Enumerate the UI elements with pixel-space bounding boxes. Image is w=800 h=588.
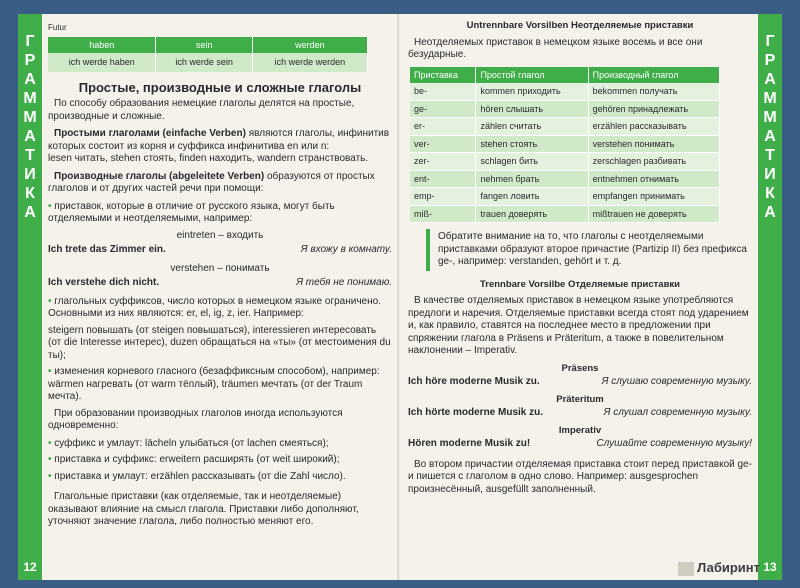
paragraph: При образовании производных глаголов иногда используются одновременно: bbox=[48, 407, 343, 431]
example-row bbox=[408, 438, 752, 451]
conj-cell: ich werde werden bbox=[252, 53, 367, 72]
tense-label: Imperativ bbox=[558, 424, 602, 436]
table-cell: ver- bbox=[410, 135, 476, 153]
table-cell: bekommen получать bbox=[588, 83, 719, 100]
example-line: lesen читать, stehen стоять, finden находить, wandern странствовать. bbox=[48, 153, 369, 164]
paragraph: По способу образования немецкие глаголы делятся на простые, производные и сложные. bbox=[48, 98, 355, 122]
paragraph: В качестве отделяемых приставок в немецком языке употребляются предлоги и наречия. Отделяемые приставки всегда стоят под ударением и, как правило, ставятся на последнее место в предложении при спряжении глагола в Präsens и Präteritum, а также в повелительном наклонении – Imperativ. bbox=[408, 295, 749, 356]
prefix-header: Простой глагол bbox=[476, 67, 588, 84]
example-row bbox=[408, 407, 752, 420]
right-page bbox=[400, 14, 782, 580]
paragraph: Простыми глаголами (einfache Verben) являются глаголы, инфинитив которых состоит из корня и суффикса инфинитива en или n: lesen читать, stehen стоять, finden находить, wandern странствовать. bbox=[48, 128, 390, 164]
table-row bbox=[410, 188, 720, 206]
example-de: Ich hörte moderne Musik zu. bbox=[408, 407, 544, 418]
bullet-item: • изменения корневого гласного (безаффиксным способом), например: wärmen нагревать (от warm тёплый), träumen мечтать (от der Traum мечта). bbox=[48, 366, 392, 404]
left-page bbox=[18, 14, 400, 580]
prefix-header: Производный глагол bbox=[588, 67, 719, 84]
table-cell: ge- bbox=[410, 100, 476, 118]
example-row bbox=[48, 277, 392, 290]
table-cell: be- bbox=[410, 83, 476, 100]
example-de: Ich verstehe dich nicht. bbox=[48, 277, 160, 288]
paragraph: Производные глаголы (abgeleitete Verben) образуются от простых глаголов и от других частей речи при помощи: bbox=[48, 170, 375, 194]
table-cell: fangen ловить bbox=[476, 188, 588, 206]
side-letter: А bbox=[764, 71, 776, 88]
prefix-header: Приставка bbox=[410, 67, 476, 84]
table-row bbox=[410, 100, 720, 118]
side-letter: М bbox=[763, 109, 777, 126]
table-row bbox=[410, 118, 720, 136]
example-ru: Я вхожу в комнату. bbox=[300, 244, 392, 255]
right-side-strip bbox=[758, 14, 782, 580]
conj-header: werden bbox=[252, 37, 367, 54]
page-number-left: 12 bbox=[23, 560, 37, 574]
example-row bbox=[408, 376, 752, 389]
bullet-item: • приставок, которые в отличие от русского языка, могут быть отделяемыми и неотделяемыми, например: bbox=[48, 201, 392, 226]
side-letter: Т bbox=[25, 147, 35, 164]
table-cell: ent- bbox=[410, 170, 476, 188]
table-cell: er- bbox=[410, 118, 476, 136]
tense-label: Präsens bbox=[561, 362, 599, 374]
example-ru: Я слушаю современную музыку. bbox=[601, 376, 752, 387]
left-side-title bbox=[18, 32, 42, 222]
paragraph: Во втором причастии отделяемая приставка стоит перед приставкой ge- и пишется с глаголом в одно слово. Например: ausgesprochen произнесённый, ausgefüllt заполненный. bbox=[408, 458, 752, 495]
conj-cell: ich werde haben bbox=[48, 53, 156, 72]
table-cell: zählen считать bbox=[476, 118, 588, 136]
table-cell: zerschlagen разбивать bbox=[588, 153, 719, 171]
example-ru: Слушайте современную музыку! bbox=[596, 438, 752, 449]
conj-header: haben bbox=[48, 37, 156, 54]
table-cell: entnehmen отнимать bbox=[588, 170, 719, 188]
paragraph: Неотделяемых приставок в немецком языке восемь и все они безударные. bbox=[408, 36, 703, 60]
side-letter: М bbox=[763, 90, 777, 107]
side-letter: А bbox=[764, 128, 776, 145]
left-side-strip bbox=[18, 14, 42, 580]
example-row bbox=[48, 244, 392, 257]
table-row bbox=[410, 135, 720, 153]
side-letter: Т bbox=[765, 147, 775, 164]
table-cell: hören слышать bbox=[476, 100, 588, 118]
side-letter: А bbox=[24, 71, 36, 88]
side-letter: А bbox=[764, 204, 776, 221]
right-side-title bbox=[758, 32, 782, 222]
example-de: Hören moderne Musik zu! bbox=[408, 438, 531, 449]
subsection-title: Trennbare Vorsilbe Отделяемые приставки bbox=[479, 278, 681, 290]
tense-label: Präteritum bbox=[556, 393, 604, 405]
prefix-table bbox=[410, 67, 720, 224]
example-de: Ich höre moderne Musik zu. bbox=[408, 376, 540, 387]
table-cell: trauen доверять bbox=[476, 205, 588, 223]
table-cell: kommen приходить bbox=[476, 83, 588, 100]
page-number-right: 13 bbox=[763, 560, 777, 574]
table-cell: zer- bbox=[410, 153, 476, 171]
section-title: Простые, производные и сложные глаголы bbox=[78, 79, 362, 95]
bullet-item: • глагольных суффиксов, число которых в немецком языке ограничено. Основными из них являются: er, el, ig, z, ier. Например: bbox=[48, 296, 392, 321]
example-center: verstehen – понимать bbox=[170, 262, 270, 274]
example-ru: Я слушал современную музыку. bbox=[603, 407, 752, 418]
logo-icon bbox=[678, 562, 694, 576]
table-cell: gehören принадлежать bbox=[588, 100, 719, 118]
futur-table bbox=[48, 37, 368, 72]
conj-cell: ich werde sein bbox=[156, 53, 252, 72]
note-box: Обратите внимание на то, что глаголы с неотделяемыми приставками образуют второе причастие (Partizip II) без префикса ge-, например: verstanden, gehört и т. д. bbox=[426, 229, 752, 271]
bullet-example: steigern повышать (от steigen повышаться), interessieren интересовать (от die Interesse интерес), duzen обращаться на «ты» (от местоимения du ты); bbox=[48, 324, 391, 361]
side-letter: К bbox=[765, 185, 775, 202]
futur-label: Futur bbox=[48, 23, 67, 32]
example-center: eintreten – входить bbox=[176, 229, 264, 241]
table-cell: erzählen рассказывать bbox=[588, 118, 719, 136]
table-cell: stehen стоять bbox=[476, 135, 588, 153]
paragraph: Глагольные приставки (как отделяемые, так и неотделяемые) оказывают влияние на смысл глагола. Приставки либо дополняют, уточняют значение глагола, либо полностью меняют его. bbox=[48, 491, 359, 527]
bullet-item: • приставка и суффикс: erweitern расширять (от weit широкий); bbox=[48, 454, 392, 467]
labirint-logo: Лабиринт bbox=[678, 560, 760, 576]
bullet-item: • суффикс и умлаут: lächeln улыбаться (от lachen смеяться); bbox=[48, 438, 392, 451]
conj-header: sein bbox=[156, 37, 252, 54]
table-row bbox=[410, 170, 720, 188]
side-letter: И bbox=[24, 166, 36, 183]
side-letter: Р bbox=[764, 52, 776, 69]
side-letter: М bbox=[23, 90, 37, 107]
side-letter: Р bbox=[24, 52, 36, 69]
side-letter: И bbox=[764, 166, 776, 183]
right-content bbox=[408, 14, 752, 501]
table-cell: miß- bbox=[410, 205, 476, 223]
subsection-title: Untrennbare Vorsilben Неотделяемые приставки bbox=[466, 20, 694, 31]
table-cell: nehmen брать bbox=[476, 170, 588, 188]
side-letter: Г bbox=[25, 33, 35, 50]
example-ru: Я тебя не понимаю. bbox=[296, 277, 392, 288]
bullet-item: • приставка и умлаут: erzählen рассказывать (от die Zahl число). bbox=[48, 471, 392, 484]
table-cell: schlagen бить bbox=[476, 153, 588, 171]
table-cell: emp- bbox=[410, 188, 476, 206]
left-content bbox=[48, 14, 392, 534]
side-letter: М bbox=[23, 109, 37, 126]
table-row bbox=[410, 153, 720, 171]
table-row bbox=[410, 83, 720, 100]
side-letter: К bbox=[25, 185, 35, 202]
side-letter: Г bbox=[765, 33, 775, 50]
side-letter: А bbox=[24, 204, 36, 221]
table-row bbox=[410, 205, 720, 223]
example-de: Ich trete das Zimmer ein. bbox=[48, 244, 166, 255]
table-cell: verstehen понимать bbox=[588, 135, 719, 153]
prefix-table-body bbox=[410, 83, 720, 223]
side-letter: А bbox=[24, 128, 36, 145]
table-cell: empfangen принимать bbox=[588, 188, 719, 206]
table-cell: mißtrauen не доверять bbox=[588, 205, 719, 223]
